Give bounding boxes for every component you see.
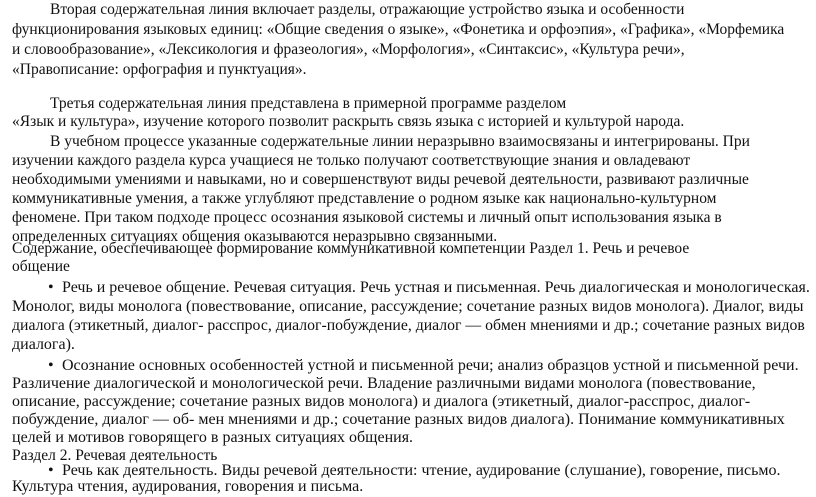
bullet-icon: • — [48, 462, 54, 479]
paragraph-line: диалога). — [12, 336, 75, 353]
section-heading: общение — [12, 258, 70, 275]
paragraph-line: феномене. При таком подходе процесс осознания языковой системы и личный опыт использования языка в — [12, 209, 722, 226]
paragraph-line: побуждение, диалог — об- мен мнениями и др.; сочетание разных видов диалога). Понимание коммуникативных — [12, 411, 785, 428]
paragraph-line: диалога (этикетный, диалог- расспрос, диалог-побуждение, диалог — обмен мнениями и др.; сочетание разных видов — [12, 317, 805, 334]
section-heading: Содержание, обеспечивающее формирование коммуникативной компетенции Раздел 1. Речь и речевое — [12, 240, 690, 257]
list-item-text: Речь как деятельность. Виды речевой деятельности: чтение, аудирование (слушание), говорение, письмо. — [62, 462, 781, 479]
paragraph-line: коммуникативные умения, а также углубляют представление о родном языке как национально-культурном — [12, 190, 717, 207]
list-item — [48, 278, 810, 298]
list-item-text: Речь и речевое общение. Речевая ситуация. Речь устная и письменная. Речь диалогическая и монологическая. — [62, 279, 810, 296]
paragraph-line: функционирования языковых единиц: «Общие сведения о языке», «Фонетика и орфоэпия», «Графика», «Морфемика — [12, 21, 785, 38]
paragraph-line: изучении каждого раздела курса учащиеся не только получают соответствующие знания и овладевают — [12, 152, 691, 169]
paragraph-line: «Правописание: орфография и пунктуация». — [12, 61, 307, 78]
paragraph-line: Различение диалогической и монологической речи. Владение различными видами монолога (повествование, — [12, 375, 756, 392]
paragraph-line: определенных ситуациях общения оказываются неразрывно связанными. — [12, 228, 498, 245]
list-item-text: Осознание основных особенностей устной и письменной речи; анализ образцов устной и письменной речи. — [62, 357, 799, 374]
paragraph-line: Третья содержательная линия представлена в примерной программе разделом — [50, 95, 567, 112]
section-heading: Раздел 2. Речевая деятельность — [12, 447, 218, 464]
paragraph-line: и словообразование», «Лексикология и фразеология», «Морфология», «Синтаксис», «Культура речи», — [12, 41, 685, 58]
paragraph-line: Монолог, виды монолога (повествование, описание, рассуждение; сочетание разных видов монолога). Диалог, виды — [12, 298, 804, 315]
paragraph-line: описание, рассуждение; сочетание разных видов монолога) и диалога (этикетный, диалог-расспрос, диалог- — [12, 393, 751, 410]
paragraph-line: «Язык и культура», изучение которого позволит раскрыть связь языка с историей и культурой народа. — [12, 113, 685, 130]
paragraph-line: Вторая содержательная линия включает разделы, отражающие устройство языка и особенности — [50, 1, 685, 18]
bullet-icon: • — [48, 357, 54, 374]
list-item — [48, 356, 799, 376]
bullet-icon: • — [48, 279, 54, 296]
paragraph-line: целей и мотивов говорящего в разных ситуациях общения. — [12, 429, 414, 446]
paragraph-line: Культура чтения, аудирования, говорения и письма. — [12, 478, 364, 495]
paragraph-line: В учебном процессе указанные содержательные линии неразрывно взаимосвязаны и интегрированы. При — [50, 133, 750, 150]
paragraph-line: необходимыми умениями и навыками, но и совершенствуют виды речевой деятельности, развивают различные — [12, 171, 749, 188]
